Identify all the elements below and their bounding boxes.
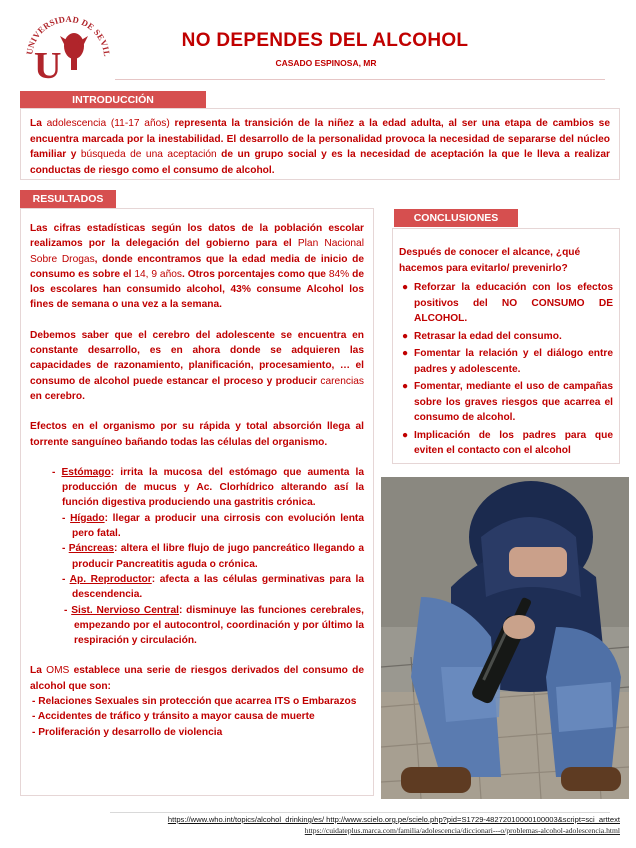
text-run: , donde encontramos que la edad media de inicio de consumo es sobre el xyxy=(30,253,364,280)
text-run: La xyxy=(30,665,47,677)
reference-link[interactable]: https://www.who.int/topics/alcohol_drinking/es/ http://www.scielo.org.pe/scielo.php?pid=S1729-48272010000100003&script=sci_arttext xyxy=(167,815,620,824)
conclusion-item: ● Retrasar la edad del consumo. xyxy=(399,329,613,345)
text-run: de un grupo social y es la necesidad de aceptación la que le lleva a realizar conductas de riesgo como el consumo de alcohol. xyxy=(30,149,610,176)
svg-text:U: U xyxy=(34,45,62,84)
organ-item-nervioso: - Sist. Nervioso Central: disminuye las funciones cerebrales, empezando por el autocontrol, coordinación y por último la respiración y circulación. xyxy=(64,604,364,647)
teen-with-bottle-photo xyxy=(381,477,629,799)
text-run: 14, 9 años xyxy=(134,268,183,280)
organ-item-estomago: - Estómago: irrita la mucosa del estómago que aumenta la producción de mucus y Ac. Clorhídrico alterando así la función digestiva produciendo una gastritis crónica. xyxy=(52,466,364,509)
text-run: Las cifras estadísticas según los datos de la población escolar realizamos por la delegación del gobierno para el xyxy=(30,223,364,250)
bullet-icon: ● xyxy=(402,381,409,392)
footer-divider xyxy=(110,812,610,813)
conclusiones-heading: CONCLUSIONES xyxy=(394,209,518,227)
conclusiones-intro: Después de conocer el alcance, ¿qué hacemos para evitarlo/ prevenirlo? xyxy=(399,247,581,274)
introduccion-heading: INTRODUCCIÓN xyxy=(20,91,206,109)
text-run: La xyxy=(30,118,47,129)
poster-title: NO DEPENDES DEL ALCOHOL xyxy=(181,30,469,51)
organ-item-higado: - Hígado: llegar a producir una cirrosis con evolución lenta pero fatal. xyxy=(62,512,364,540)
resultados-statistics-paragraph xyxy=(30,221,364,313)
risk-item: - Accidentes de tráfico y tránsito a mayor causa de muerte xyxy=(32,711,315,723)
header-divider xyxy=(115,79,605,80)
text-run: representa la transición de la niñez a la edad adulta, al ser una etapa de cambios se encuentra marcada por la inestabilidad. El desarrollo de la personalidad provoca la necesidad de separarse del núcleo familiar y xyxy=(30,118,610,160)
svg-text:UNIVERSIDAD DE SEVILLA: UNIVERSIDAD DE SEVIL xyxy=(24,13,112,58)
resultados-box xyxy=(20,208,374,796)
risk-item: - Proliferación y desarrollo de violencia xyxy=(32,726,223,738)
resultados-heading: RESULTADOS xyxy=(20,190,116,208)
reference-link[interactable]: https://cuidateplus.marca.com/familia/adolescencia/diccionari---o/problemas-alcohol-adolescencia.html xyxy=(304,826,620,835)
resultados-effects-paragraph: Efectos en el organismo por su rápida y total absorción llega al torrente sanguíneo bañando todas las células del organismo. xyxy=(30,421,364,448)
risk-item: - Relaciones Sexuales sin protección que acarrea ITS o Embarazos xyxy=(32,696,357,708)
conclusion-item: ● Fomentar, mediante el uso de campañas sobre los graves riesgos que acarrea el consumo de alcohol. xyxy=(402,381,613,423)
conclusion-item: ● Implicación de los padres para que eviten el contacto con el alcohol xyxy=(402,429,613,456)
university-logo xyxy=(22,6,112,84)
risk-list xyxy=(30,694,364,740)
bullet-icon: ● xyxy=(402,348,409,359)
references xyxy=(100,814,620,836)
conclusion-item: ● Reforzar la educación con los efectos positivos del NO CONSUMO DE ALCOHOL. xyxy=(402,282,613,324)
text-run: Plan Nacional Sobre Drogas xyxy=(30,238,364,265)
text-run: OMS xyxy=(46,665,70,677)
text-run: búsqueda de una aceptación xyxy=(80,149,222,160)
text-run: en cerebro. xyxy=(30,390,85,402)
poster-author: CASADO ESPINOSA, MR xyxy=(275,58,377,68)
introduccion-box xyxy=(20,108,620,180)
bullet-icon: ● xyxy=(402,330,409,342)
conclusiones-list xyxy=(399,280,613,459)
introduccion-text xyxy=(30,116,610,178)
organ-effects-list xyxy=(44,465,364,649)
text-run: carencias xyxy=(320,375,364,387)
text-run: adolescencia (11-17 años) xyxy=(46,118,175,129)
organ-item-reproductor: - Ap. Reproductor: afecta a las células germinativas para la descendencia. xyxy=(62,573,364,601)
conclusiones-box xyxy=(392,228,620,464)
text-run: de los escolares han consumido alcohol, 43% consume Alcohol los fines de semana o una vez a la semana. xyxy=(30,268,364,311)
text-run: . Otros porcentajes como que xyxy=(182,268,329,280)
conclusion-item: ● Fomentar la relación y el diálogo entre padres y adolescente. xyxy=(402,348,613,375)
bullet-icon: ● xyxy=(402,282,409,293)
organ-item-pancreas: - Páncreas: altera el libre flujo de jugo pancreático llegando a producir Pancreatitis aguda o crónica. xyxy=(62,543,364,570)
text-run: establece una serie de riesgos derivados del consumo de alcohol que son: xyxy=(30,665,364,692)
text-run: 84% xyxy=(328,268,350,280)
text-run: Debemos saber que el cerebro del adolescente se encuentra en constante desarrollo, es en ahora donde se adquieren las capacidades de razonamiento, planificación, procesamiento, … el consumo de alcohol puede estancar el proceso y producir xyxy=(30,329,364,387)
bullet-icon: ● xyxy=(402,429,409,441)
resultados-brain-paragraph xyxy=(30,328,364,404)
resultados-oms-paragraph xyxy=(30,663,364,694)
